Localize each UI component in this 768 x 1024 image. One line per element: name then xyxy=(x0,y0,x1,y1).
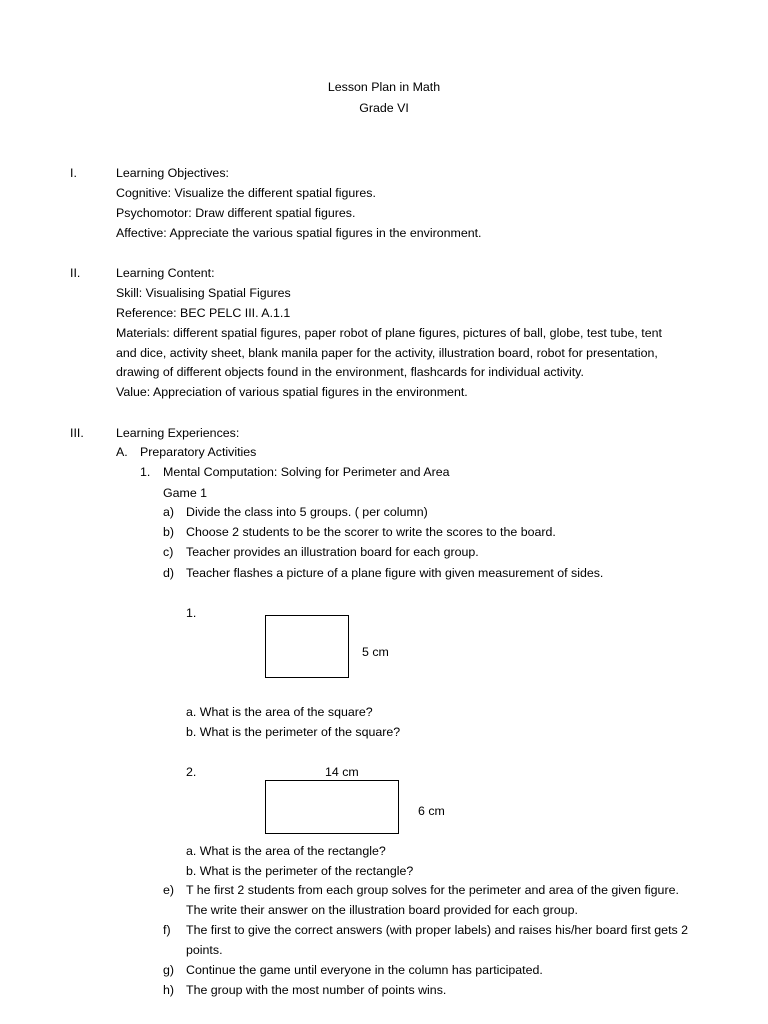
content-materials-line-3: drawing of different objects found in the environment, flashcards for individual activity. xyxy=(116,365,584,379)
step-text: The first to give the correct answers (with proper labels) and raises his/her board first gets 2 xyxy=(186,923,689,937)
step-label: a) xyxy=(163,505,175,519)
step-label: f) xyxy=(163,923,171,937)
step-label: c) xyxy=(163,545,174,559)
figure-1-number: 1. xyxy=(186,606,197,620)
activity-1-title: Mental Computation: Solving for Perimeter and Area xyxy=(163,465,450,479)
content-value: Value: Appreciation of various spatial figures in the environment. xyxy=(116,385,468,399)
step-label: d) xyxy=(163,566,175,580)
grade-level: Grade VI xyxy=(359,101,409,115)
step-text: Divide the class into 5 groups. ( per column) xyxy=(186,505,428,519)
section-1-number: I. xyxy=(70,166,77,180)
rectangle-question-area: a. What is the area of the rectangle? xyxy=(186,844,386,858)
content-materials-line-2: and dice, activity sheet, blank manila paper for the activity, illustration board, robot for presentation, xyxy=(116,346,658,360)
step-label: e) xyxy=(163,883,175,897)
step-text: T he first 2 students from each group solves for the perimeter and area of the given figure. xyxy=(186,883,679,897)
step-label: b) xyxy=(163,525,175,539)
subsection-a-label: A. xyxy=(116,445,128,459)
square-side-label: 5 cm xyxy=(362,645,389,659)
objective-psychomotor: Psychomotor: Draw different spatial figures. xyxy=(116,206,356,220)
rectangle-top-label: 14 cm xyxy=(325,765,359,779)
objective-affective: Affective: Appreciate the various spatial figures in the environment. xyxy=(116,226,482,240)
section-3-heading: Learning Experiences: xyxy=(116,426,240,440)
rectangle-figure xyxy=(265,780,399,834)
rectangle-question-perimeter: b. What is the perimeter of the rectangle? xyxy=(186,864,414,878)
step-text: Continue the game until everyone in the column has participated. xyxy=(186,963,543,977)
section-3-number: III. xyxy=(70,426,84,440)
step-text: The group with the most number of points wins. xyxy=(186,983,447,997)
subsection-a-title: Preparatory Activities xyxy=(140,445,257,459)
game-title: Game 1 xyxy=(163,486,208,500)
section-2-number: II. xyxy=(70,266,81,280)
step-label: h) xyxy=(163,983,175,997)
section-1-heading: Learning Objectives: xyxy=(116,166,229,180)
objective-cognitive: Cognitive: Visualize the different spatial figures. xyxy=(116,186,376,200)
document-title: Lesson Plan in Math xyxy=(327,80,441,94)
content-reference: Reference: BEC PELC III. A.1.1 xyxy=(116,306,291,320)
step-text: Teacher flashes a picture of a plane figure with given measurement of sides. xyxy=(186,566,604,580)
step-text-continued: points. xyxy=(186,943,223,957)
rectangle-side-label: 6 cm xyxy=(418,804,445,818)
content-materials-line-1: Materials: different spatial figures, paper robot of plane figures, pictures of ball, globe, test tube, tent xyxy=(116,326,662,340)
section-2-heading: Learning Content: xyxy=(116,266,215,280)
activity-1-number: 1. xyxy=(140,465,151,479)
step-text: Teacher provides an illustration board for each group. xyxy=(186,545,479,559)
step-text-continued: The write their answer on the illustration board provided for each group. xyxy=(186,903,578,917)
step-text: Choose 2 students to be the scorer to write the scores to the board. xyxy=(186,525,556,539)
step-label: g) xyxy=(163,963,175,977)
square-figure xyxy=(265,615,349,678)
square-question-perimeter: b. What is the perimeter of the square? xyxy=(186,725,401,739)
square-question-area: a. What is the area of the square? xyxy=(186,705,373,719)
content-skill: Skill: Visualising Spatial Figures xyxy=(116,286,291,300)
figure-2-number: 2. xyxy=(186,765,197,779)
